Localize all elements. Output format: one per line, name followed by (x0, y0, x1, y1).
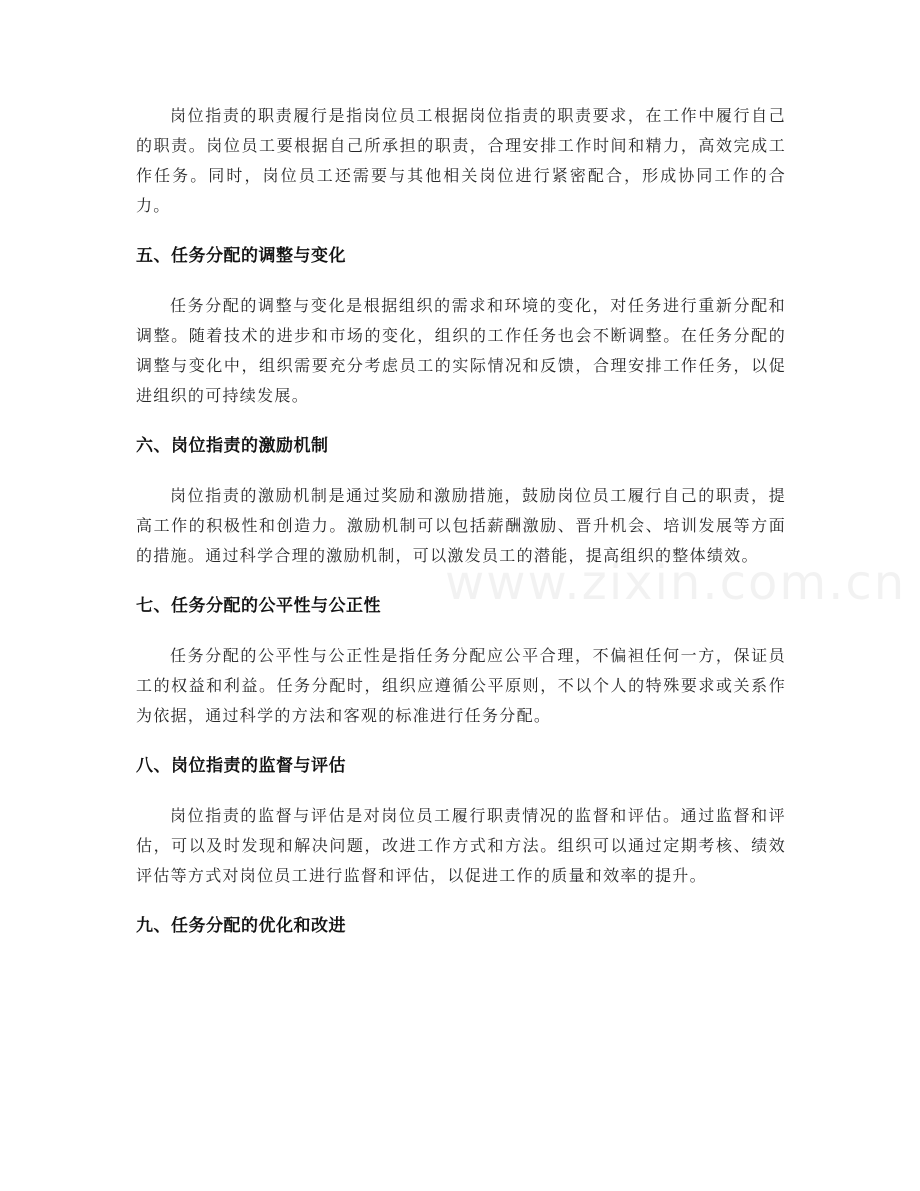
section-heading-5: 五、任务分配的调整与变化 (136, 246, 346, 266)
spacer (136, 621, 786, 641)
watermark: www.zixin.com.cn (445, 555, 907, 611)
spacer (136, 221, 786, 241)
spacer (136, 411, 786, 431)
paragraph-fairness: 任务分配的公平性与公正性是指任务分配应公平合理，不偏袒任何一方，保证员工的权益和利益。任务分配时，组织应遵循公平原则，不以个人的特殊要求或关系作为依据，通过科学的方法和客观的标准进行任务分配。 (136, 646, 786, 725)
paragraph-duty-performance: 岗位指责的职责履行是指岗位员工根据岗位指责的职责要求，在工作中履行自己的职责。岗位员工要根据自己所承担的职责，合理安排工作时间和精力，高效完成工作任务。同时，岗位员工还需要与其他相关岗位进行紧密配合，形成协同工作的合力。 (136, 106, 786, 215)
section-heading-7: 七、任务分配的公平性与公正性 (136, 596, 381, 616)
spacer (136, 271, 786, 291)
paragraph-task-adjustment: 任务分配的调整与变化是根据组织的需求和环境的变化，对任务进行重新分配和调整。随着技术的进步和市场的变化，组织的工作任务也会不断调整。在任务分配的调整与变化中，组织需要充分考虑员工的实际情况和反馈，合理安排工作任务，以促进组织的可持续发展。 (136, 296, 786, 405)
spacer (136, 891, 786, 911)
section-heading-6: 六、岗位指责的激励机制 (136, 436, 329, 456)
section-heading-9: 九、任务分配的优化和改进 (136, 916, 346, 936)
paragraph-supervision: 岗位指责的监督与评估是对岗位员工履行职责情况的监督和评估。通过监督和评估，可以及时发现和解决问题，改进工作方式和方法。组织可以通过定期考核、绩效评估等方式对岗位员工进行监督和评估，以促进工作的质量和效率的提升。 (136, 806, 786, 885)
document-body (136, 101, 786, 941)
paragraph-incentive-mechanism: 岗位指责的激励机制是通过奖励和激励措施，鼓励岗位员工履行自己的职责，提高工作的积极性和创造力。激励机制可以包括薪酬激励、晋升机会、培训发展等方面的措施。通过科学合理的激励机制，可以激发员工的潜能，提高组织的整体绩效。 (136, 486, 786, 565)
spacer (136, 731, 786, 751)
spacer (136, 781, 786, 801)
spacer (136, 571, 786, 591)
spacer (136, 461, 786, 481)
section-heading-8: 八、岗位指责的监督与评估 (136, 756, 346, 776)
